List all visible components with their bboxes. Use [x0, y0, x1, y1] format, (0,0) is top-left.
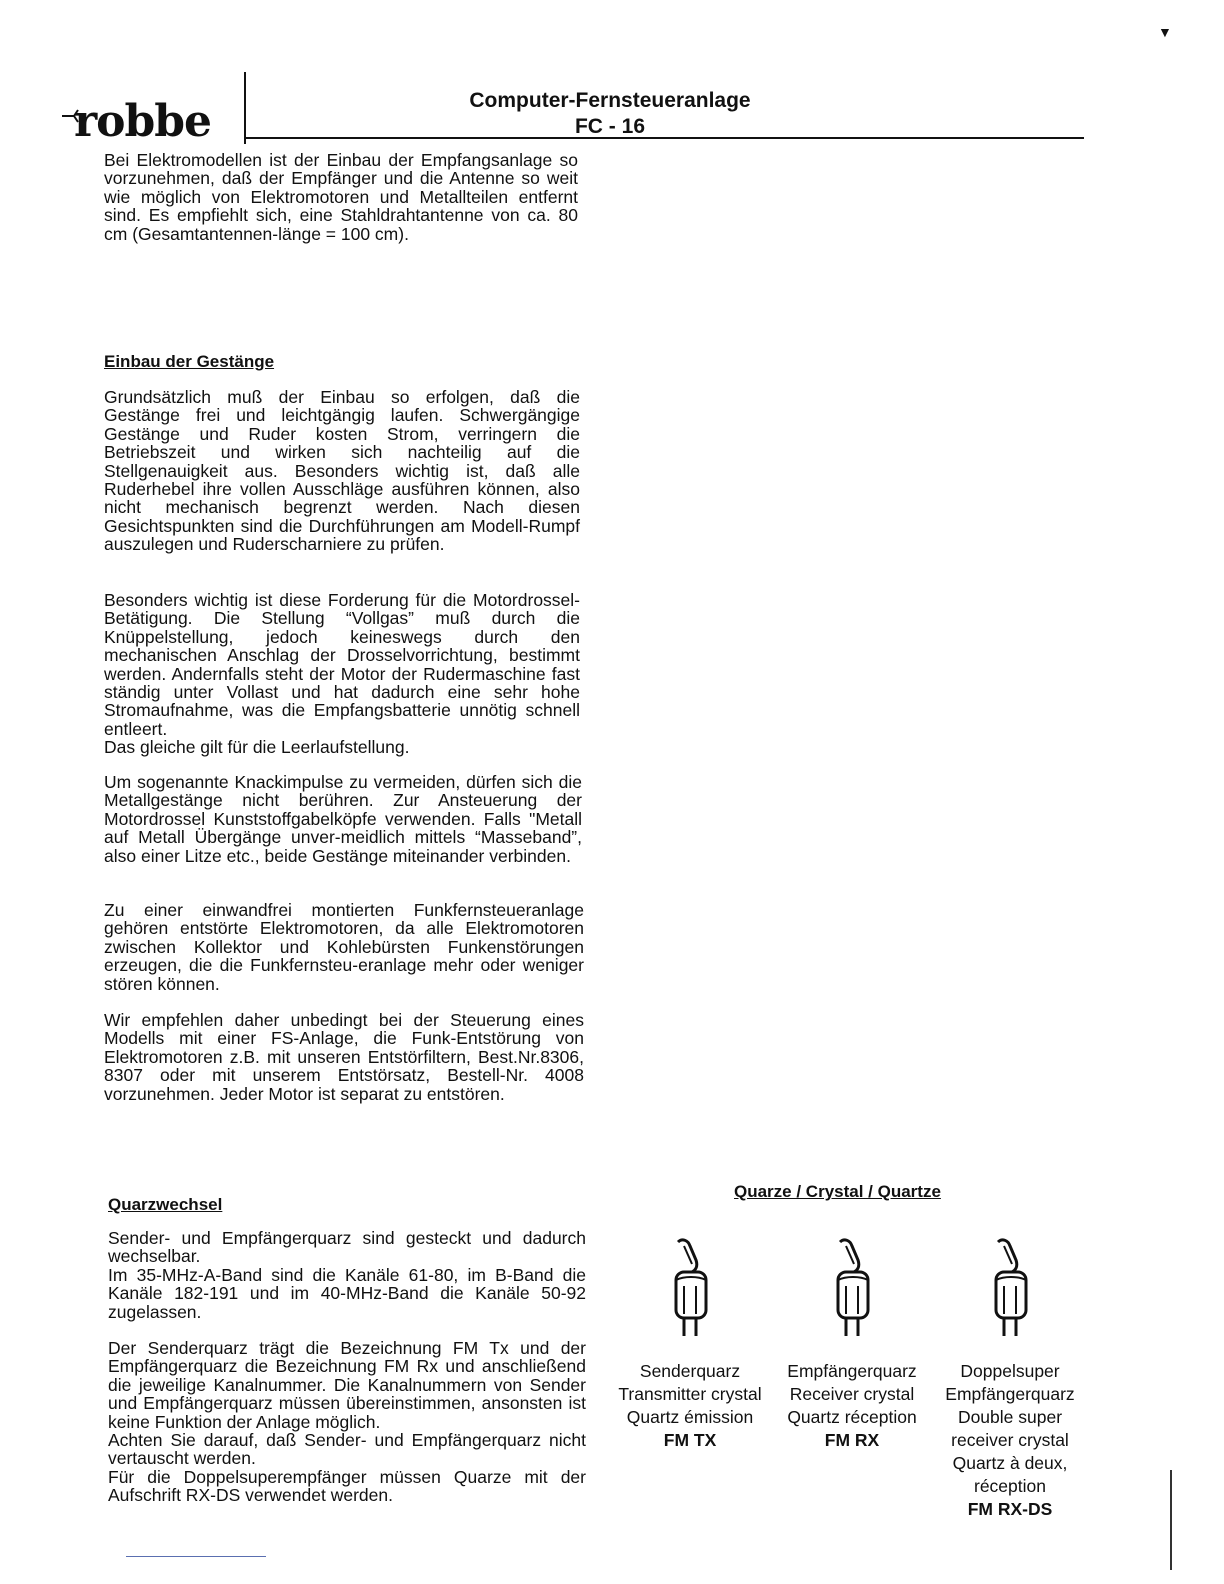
- crystal-icon: [980, 1236, 1040, 1342]
- crystal-code: FM TX: [663, 1430, 717, 1450]
- paragraph-gestaenge-1: [104, 388, 580, 554]
- crystal-label-5: Quartz à deux,: [952, 1453, 1068, 1473]
- corner-mark: ▼: [1158, 24, 1172, 40]
- crystal-code: FM RX-DS: [967, 1499, 1053, 1519]
- heading-quarzwechsel: Quarzwechsel: [108, 1195, 223, 1214]
- crystal-label-2: Transmitter crystal: [618, 1384, 762, 1404]
- crystal-icon: [660, 1236, 720, 1342]
- title-line-1: Computer-Fernsteueranlage: [469, 89, 751, 112]
- crystal-label-3: Double super: [957, 1407, 1063, 1427]
- brand-logo: robbe: [74, 96, 212, 147]
- gestaenge-p3: Um sogenannte Knackimpulse zu vermeiden, dürfen sich die Metallgestänge nicht berühren. Zur Ansteuerung der Motordrossel Kunststoffgabelköpfe verwenden. Falls "Metall auf Metall Übergänge unver-meidlich mittels “Masseband”, also einer Litze etc., beide Gestänge miteinander verbinden.: [104, 772, 582, 866]
- crystal-transmitter: [610, 1236, 770, 1452]
- quarz-p2b: Achten Sie darauf, daß Sender- und Empfängerquarz nicht vertauscht werden.: [108, 1430, 586, 1469]
- paragraph-gestaenge-4: [104, 901, 584, 993]
- intro-text: Bei Elektromodellen ist der Einbau der Empfangsanlage so vorzunehmen, daß der Empfänger und die Antenne so weit wie möglich von Elektromotoren und Metallteilen entfernt sind. Es empfiehlt sich, eine Stahldrahtantenne von ca. 80 cm (Gesamtantennen-länge = 100 cm).: [104, 150, 578, 244]
- crystal-label-1: Doppelsuper: [960, 1361, 1060, 1381]
- paragraph-gestaenge-5: [104, 1011, 584, 1103]
- gestaenge-p5: Wir empfehlen daher unbedingt bei der Steuerung eines Modells mit einer FS-Anlage, die Funk-Entstörung von Elektromotoren z.B. mit unseren Entstörfiltern, Best.Nr.8306, 8307 oder mit unserem Entstörsatz, Bestell-Nr. 4008 vorzunehmen. Jeder Motor ist separat zu entstören.: [104, 1010, 584, 1104]
- heading-gestaenge: Einbau der Gestänge: [104, 352, 275, 371]
- crystal-icon: [822, 1236, 882, 1342]
- bottom-divider: [126, 1556, 266, 1557]
- crystal-label-2: Receiver crystal: [789, 1384, 915, 1404]
- quarz-p2: Der Senderquarz trägt die Bezeichnung FM Tx und der Empfängerquarz die Bezeichnung FM Rx und anschließend die jeweilige Kanalnummer. Die Kanalnummern von Sender und Empfängerquarz müssen übereinstimmen, ansonsten ist keine Funktion der Anlage möglich.: [108, 1338, 586, 1432]
- quarz-p1: Sender- und Empfängerquarz sind gesteckt und dadurch wechselbar.: [108, 1228, 586, 1267]
- crystal-label-3: Quartz émission: [626, 1407, 754, 1427]
- crystal-label-6: réception: [974, 1476, 1046, 1496]
- crystal-label-1: Senderquarz: [639, 1361, 741, 1381]
- crystal-label-2: Empfängerquarz: [945, 1384, 1075, 1404]
- gestaenge-p4: Zu einer einwandfrei montierten Funkfernsteueranlage gehören entstörte Elektromotoren, da alle Elektromotoren zwischen Kollektor und Kohlebürsten Funkenstörungen erzeugen, die die Funkfernsteu-eranlage mehr oder weniger stören können.: [104, 900, 584, 994]
- intro-paragraph: [104, 151, 578, 243]
- paragraph-quarz-1: [108, 1229, 586, 1321]
- title-line-2: FC - 16: [574, 115, 645, 138]
- gestaenge-p2: Besonders wichtig ist diese Forderung für die Motordrossel-Betätigung. Die Stellung “Vollgas” muß durch die Knüppelstellung, jedoch keineswegs durch den mechanischen Anschlag der Drosselvorrichtung, bestimmt werden. Andernfalls steht der Motor der Rudermaschine fast ständig unter Vollast und hat dadurch eine sehr hohe Stromaufnahme, was die Empfangsbatterie unnötig schnell entleert.: [104, 590, 580, 739]
- crystal-label-1: Empfängerquarz: [787, 1361, 917, 1381]
- paragraph-gestaenge-2: [104, 591, 580, 757]
- gestaenge-p2b: Das gleiche gilt für die Leerlaufstellung.: [104, 737, 410, 758]
- crystal-label-4: receiver crystal: [951, 1430, 1069, 1450]
- gestaenge-p1: Grundsätzlich muß der Einbau so erfolgen, daß die Gestänge frei und leichtgängig laufen. Schwergängige Gestänge und Ruder kosten Strom, verringern die Betriebszeit und wirken sich nachteilig auf die Stellgenauigkeit aus. Besonders wichtig ist, daß alle Ruderhebel ihre vollen Ausschläge ausführen können, also nicht mechanisch begrenzt werden. Nach diesen Gesichtspunkten sind die Durchführungen am Modell-Rumpf auszulegen und Ruderscharniere zu prüfen.: [104, 387, 580, 555]
- paragraph-quarz-2: [108, 1339, 586, 1505]
- crystal-label-3: Quartz réception: [787, 1407, 917, 1427]
- quarz-p2c: Für die Doppelsuperempfänger müssen Quarze mit der Aufschrift RX-DS verwendet werden.: [108, 1466, 586, 1506]
- paragraph-gestaenge-3: [104, 773, 582, 865]
- document-title: [440, 88, 780, 140]
- crystal-code: FM RX: [824, 1430, 880, 1450]
- crystals-heading: Quarze / Crystal / Quartze: [734, 1182, 941, 1201]
- quarz-p1b: Im 35-MHz-A-Band sind die Kanäle 61-80, im B-Band die Kanäle 182-191 und im 40-MHz-Band die Kanäle 50-92 zugelassen.: [108, 1264, 586, 1322]
- crystal-double-super: [930, 1236, 1090, 1521]
- header-separator: [244, 72, 246, 144]
- crystal-receiver: [772, 1236, 932, 1452]
- scan-edge-mark: [1170, 1470, 1172, 1570]
